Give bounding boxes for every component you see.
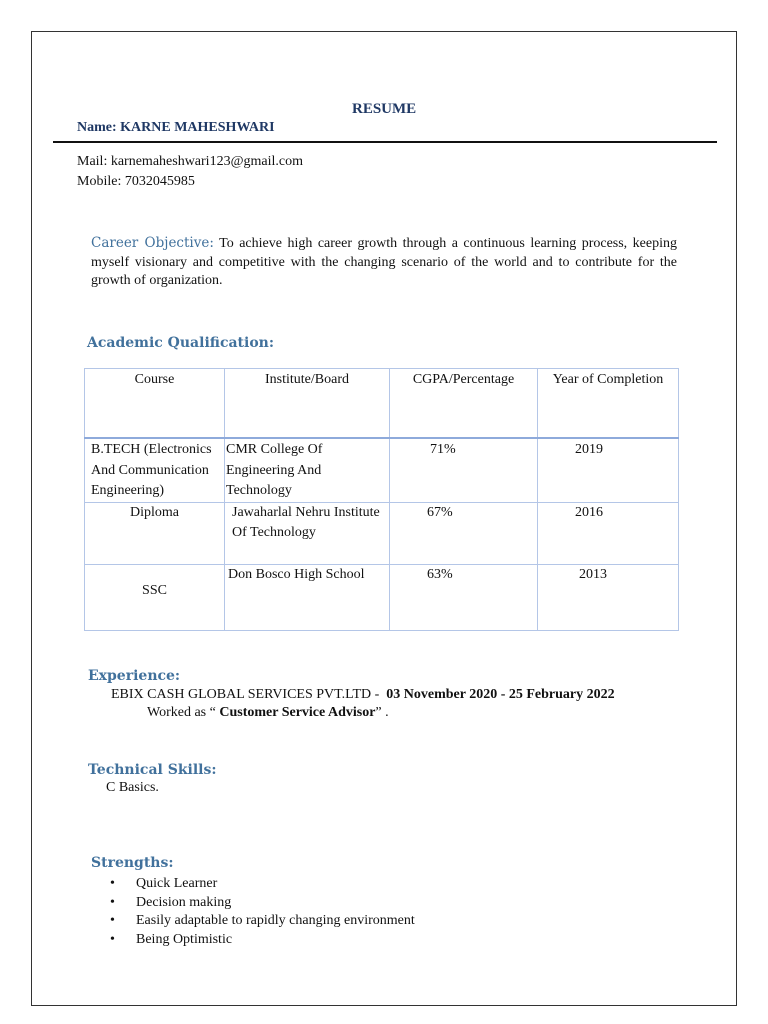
skill-item: C Basics.: [106, 780, 159, 795]
cell-institute: Don Bosco High School: [225, 564, 390, 630]
table-header-row: [85, 369, 679, 439]
list-item: • Being Optimistic: [108, 931, 415, 950]
mail-line: [77, 154, 303, 170]
table-row: [85, 502, 679, 564]
academic-table: [84, 368, 679, 631]
list-item: • Easily adaptable to rapidly changing environment: [108, 912, 415, 931]
mobile-line: [77, 174, 195, 190]
mobile-value: 7032045985: [124, 174, 195, 189]
career-objective-label: Career Objective:: [91, 235, 214, 251]
cell-score: 63%: [390, 564, 538, 630]
academic-heading: Academic Qualification:: [87, 335, 275, 351]
career-objective-text: To achieve high career growth through a continuous learning process, keeping myself visionary and competitive with the changing scenario of the world and to contribute for the growth of organization.: [91, 236, 677, 288]
cell-course: B.TECH (Electronics And Communication Engineering): [85, 438, 225, 502]
cell-institute: [225, 438, 390, 502]
cell-course: Diploma: [85, 502, 225, 564]
column-header-institute: Institute/Board: [225, 369, 390, 439]
table-row: [85, 564, 679, 630]
role-suffix: ” .: [375, 705, 389, 720]
experience-company-line: [111, 687, 615, 703]
list-item: • Decision making: [108, 894, 415, 913]
experience-company: EBIX CASH GLOBAL SERVICES PVT.LTD -: [111, 687, 380, 702]
cell-institute: Jawaharlal Nehru Institute Of Technology: [225, 502, 390, 564]
candidate-name: KARNE MAHESHWARI: [120, 120, 275, 135]
name-label: Name:: [77, 120, 117, 135]
experience-period: 03 November 2020 - 25 February 2022: [386, 687, 615, 702]
column-header-course: Course: [85, 369, 225, 439]
header-divider: [53, 141, 717, 143]
cell-score: 67%: [390, 502, 538, 564]
mobile-label: Mobile:: [77, 174, 122, 189]
strengths-list: [108, 875, 415, 949]
career-objective: [91, 234, 677, 291]
mail-value: karnemaheshwari123@gmail.com: [110, 154, 303, 169]
resume-title: RESUME: [352, 101, 417, 117]
role-prefix: Worked as “: [147, 705, 216, 720]
strengths-heading: Strengths:: [91, 855, 174, 871]
cell-institute-text: CMR College Of Engineering And Technology: [226, 442, 323, 498]
column-header-year: Year of Completion: [538, 369, 679, 439]
cell-year: 2016: [538, 502, 679, 564]
cell-score: 71%: [390, 438, 538, 502]
table-row: [85, 438, 679, 502]
mail-label: Mail:: [77, 154, 108, 169]
cell-course: SSC: [85, 564, 225, 630]
skills-heading: Technical Skills:: [88, 762, 217, 778]
experience-role: Customer Service Advisor: [219, 705, 376, 720]
experience-role-line: [147, 705, 389, 721]
list-item: • Quick Learner: [108, 875, 415, 894]
experience-heading: Experience:: [88, 668, 181, 684]
name-line: [77, 120, 275, 136]
cell-year: 2019: [538, 438, 679, 502]
column-header-score: CGPA/Percentage: [390, 369, 538, 439]
cell-year: 2013: [538, 564, 679, 630]
